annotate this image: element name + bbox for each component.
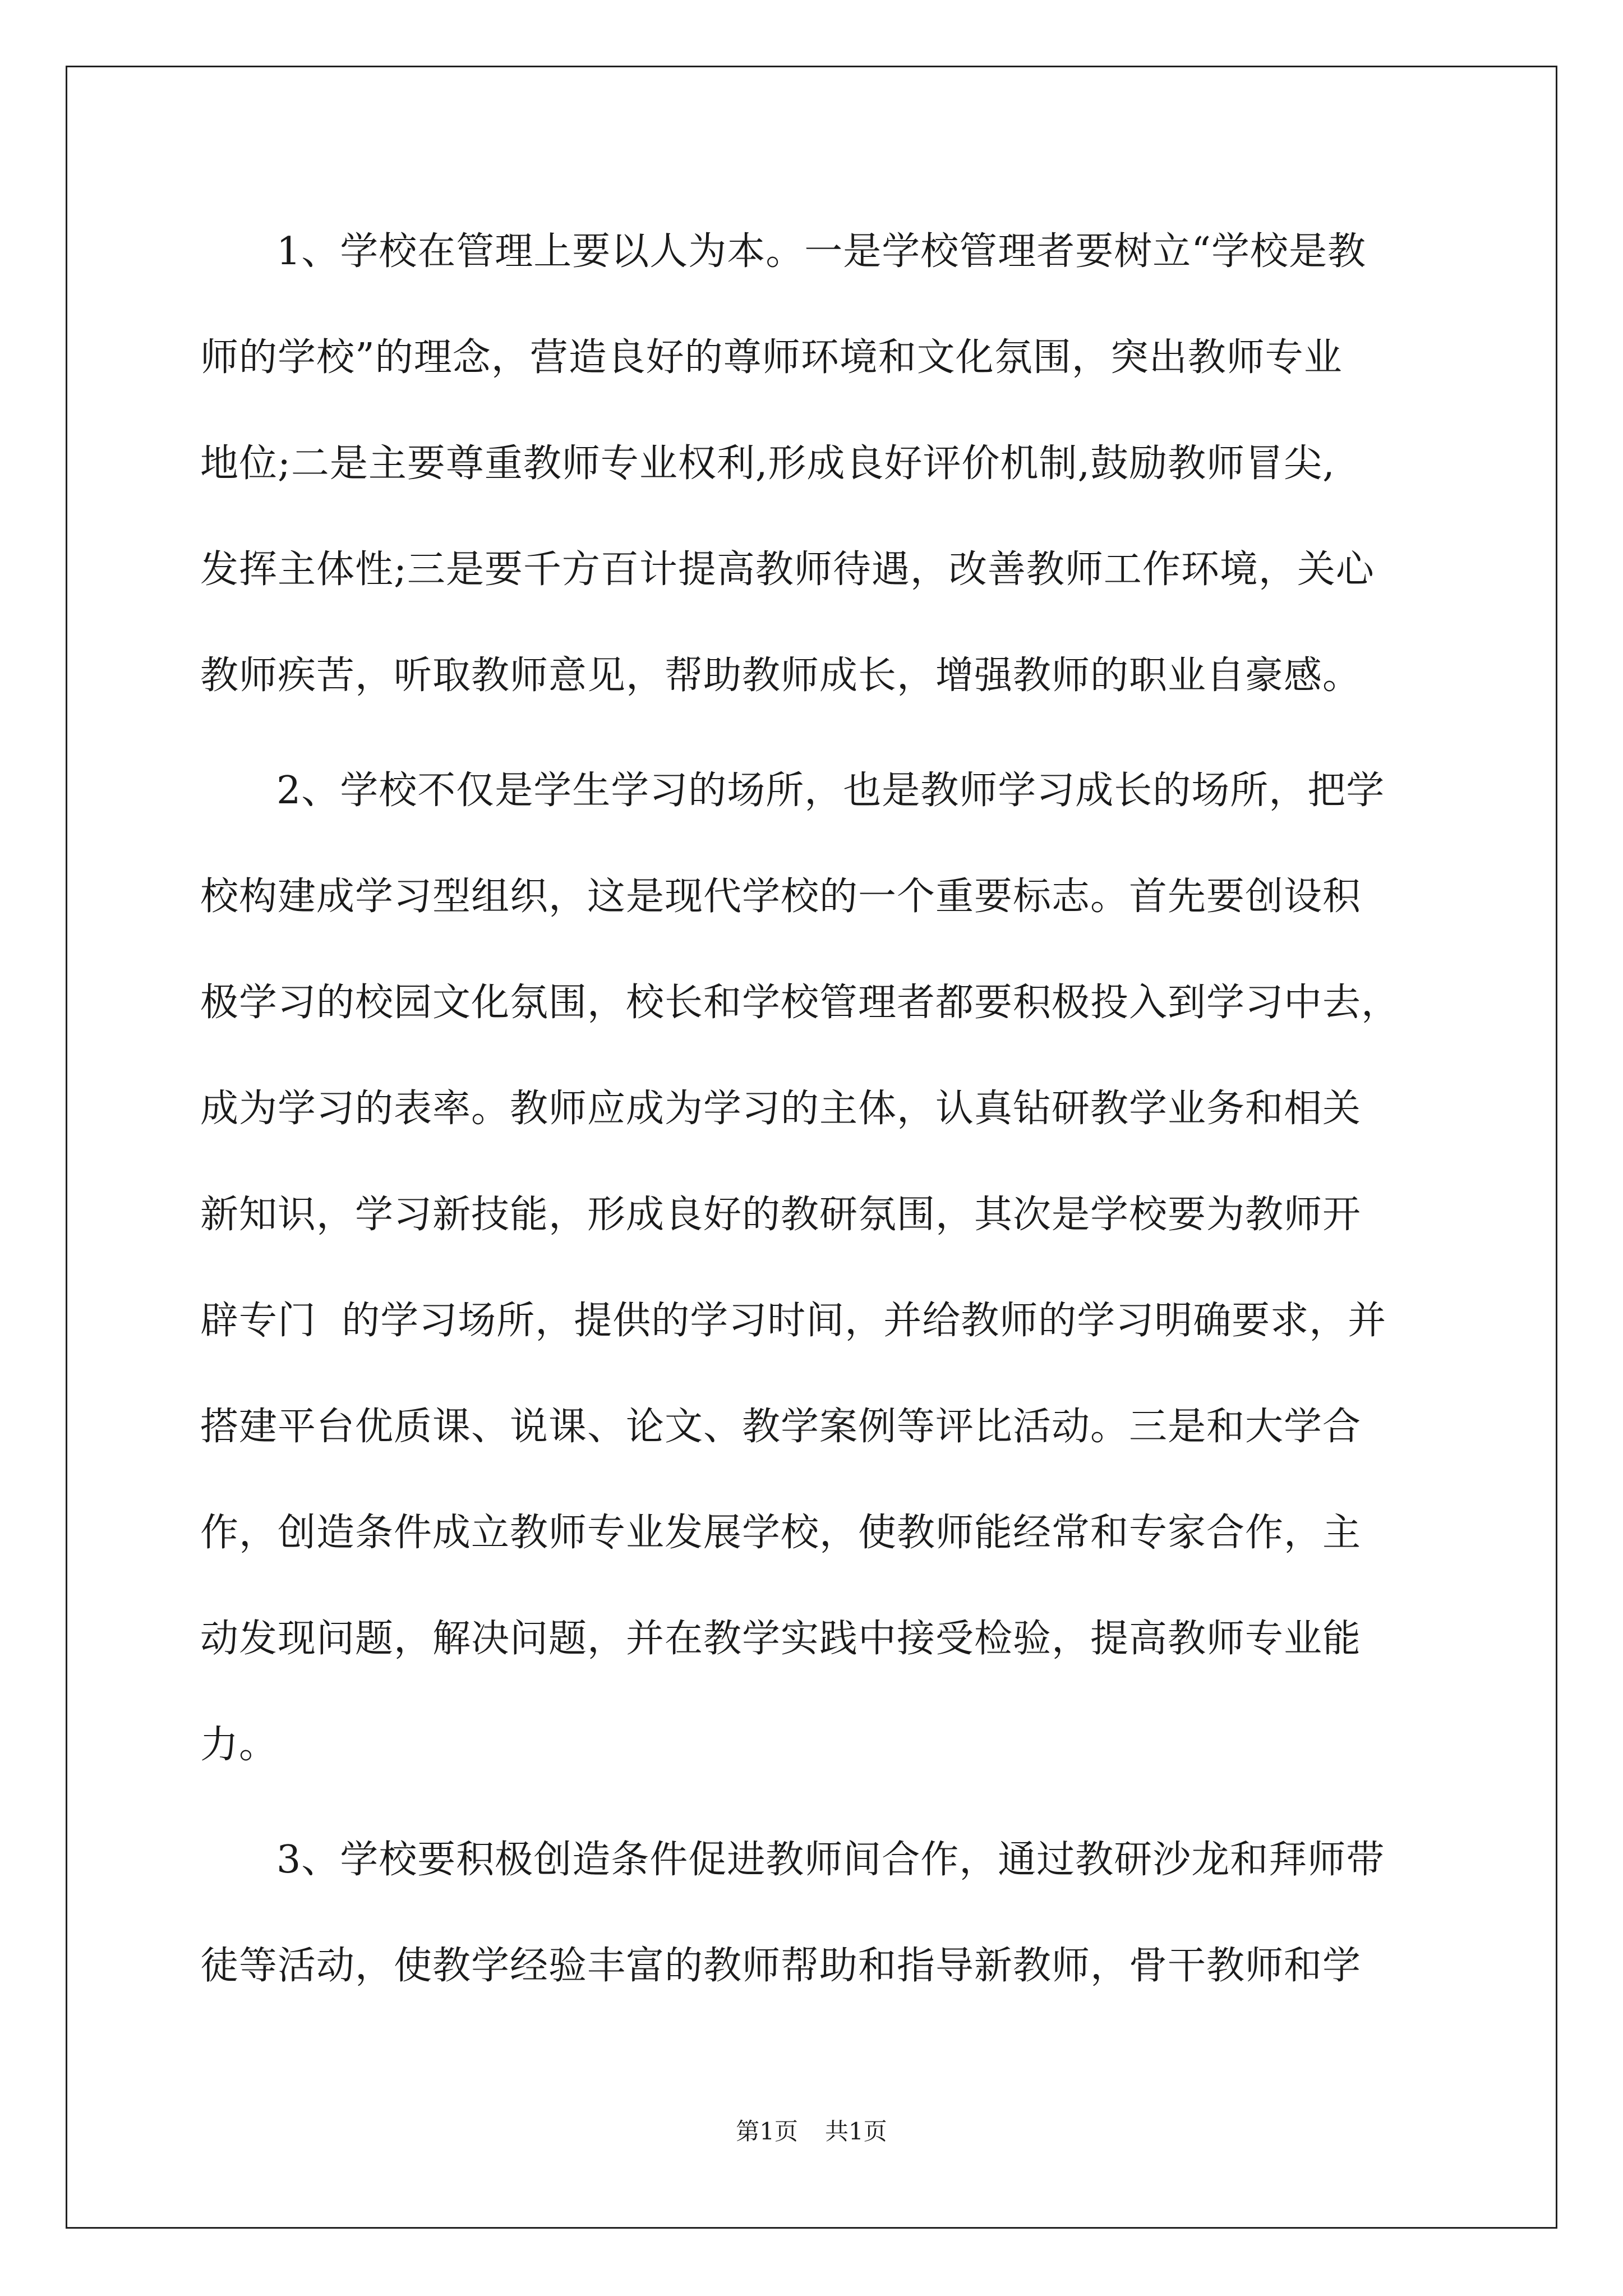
page-footer [0, 2115, 1623, 2148]
text-line: 成为学习的表率。教师应成为学习的主体，认真钻研教学业务和相关 [200, 1087, 1362, 1131]
paragraph-1 [200, 215, 1434, 746]
text-line: 教师疾苦，听取教师意见，帮助教师成长，增强教师的职业自豪感。 [200, 654, 1362, 698]
text-line: 3、学校要积极创造条件促进教师间合作，通过教研沙龙和拜师带 [276, 1838, 1385, 1882]
text-line: 搭建平台优质课、说课、论文、教学案例等评比活动。三是和大学合 [200, 1405, 1362, 1449]
paragraph-3 [200, 1824, 1434, 2036]
text-line: 1、学校在管理上要以人为本。一是学校管理者要树立“学校是教 [276, 229, 1367, 274]
text-line: 地位;二是主要尊重教师专业权利,形成良好评价机制,鼓励教师冒尖, [200, 441, 1335, 486]
text-line: 2、学校不仅是学生学习的场所，也是教师学习成长的场所，把学 [276, 769, 1385, 813]
text-line: 力。 [200, 1723, 278, 1767]
page-number: 第1页 [736, 2118, 798, 2145]
text-line: 徒等活动，使教学经验丰富的教师帮助和指导新教师，骨干教师和学 [200, 1944, 1362, 1988]
text-line: 新知识，学习新技能，形成良好的教研氛围，其次是学校要为教师开 [200, 1193, 1362, 1237]
text-line: 作，创造条件成立教师专业发展学校，使教师能经常和专家合作，主 [200, 1511, 1362, 1555]
text-line: 辟专门 的学习场所，提供的学习时间，并给教师的学习明确要求，并 [200, 1299, 1387, 1343]
page-total: 共1页 [825, 2118, 887, 2145]
paragraph-2 [200, 754, 1434, 1815]
text-line: 师的学校”的理念，营造良好的尊师环境和文化氛围，突出教师专业 [200, 335, 1343, 380]
text-line: 校构建成学习型组织，这是现代学校的一个重要标志。首先要创设积 [200, 875, 1362, 919]
text-line: 发挥主体性;三是要千方百计提高教师待遇，改善教师工作环境，关心 [200, 547, 1375, 592]
text-line: 极学习的校园文化氛围，校长和学校管理者都要积极投入到学习中去， [200, 981, 1400, 1025]
document-body [200, 215, 1434, 2036]
text-line: 动发现问题，解决问题，并在教学实践中接受检验，提高教师专业能 [200, 1617, 1362, 1661]
